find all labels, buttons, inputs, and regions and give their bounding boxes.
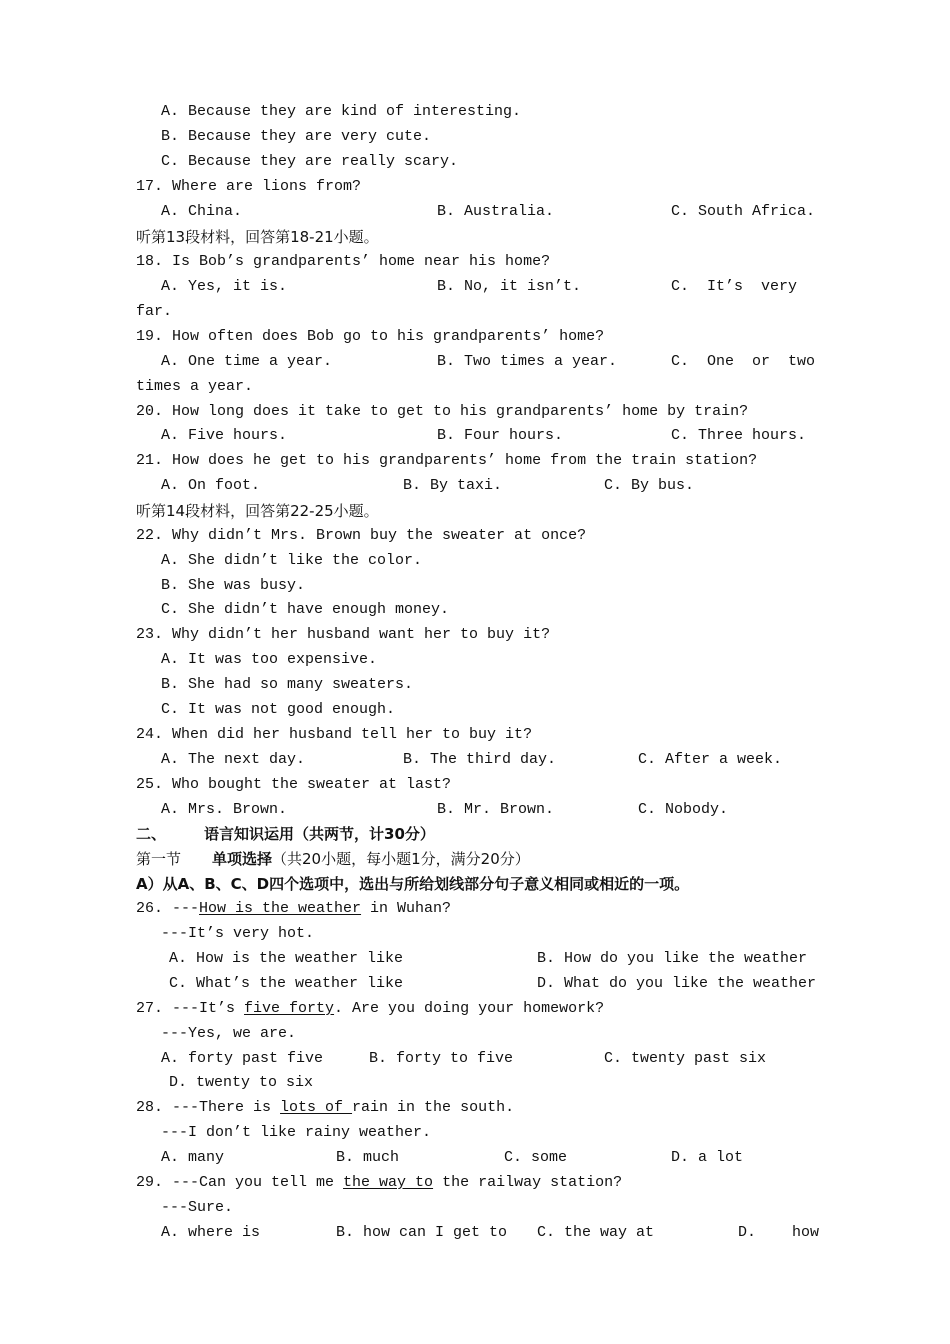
q26-option-d: D. What do you like the weather [537, 975, 817, 992]
q23-option-a: A. It was too expensive. [161, 651, 378, 668]
q29-rest: the railway station? [433, 1174, 623, 1191]
q25-stem: 25. Who bought the sweater at last? [136, 776, 452, 793]
q29-option-b: B. how can I get to [336, 1224, 508, 1241]
section-13-heading: 听第13段材料，回答第18-21小题。 [136, 228, 379, 246]
q25-option-a: A. Mrs. Brown. [161, 801, 288, 818]
q29-number: 29. ---Can you tell me [136, 1174, 344, 1191]
part-2-title: 语言知识运用（共两节，计30分） [204, 825, 435, 843]
q19-option-a: A. One time a year. [161, 353, 333, 370]
q28-underlined: lots of [280, 1099, 353, 1116]
q18-option-b: B. No, it isn’t. [437, 278, 582, 295]
q25-option-b: B. Mr. Brown. [437, 801, 555, 818]
q26-option-c: C. What’s the weather like [169, 975, 404, 992]
q28-number: 28. ---There is [136, 1099, 281, 1116]
q19-option-b: B. Two times a year. [437, 353, 618, 370]
q27-stem [136, 999, 604, 1019]
q26-number: 26. --- [136, 900, 200, 917]
q18-option-c: C. It’s very [671, 278, 798, 295]
q21-option-b: B. By taxi. [403, 477, 503, 494]
q23-stem: 23. Why didn’t her husband want her to buy it? [136, 626, 551, 643]
part-2-number: 二、 [136, 825, 167, 843]
q28-option-c: C. some [504, 1149, 568, 1166]
q26-reply: ---It’s very hot. [161, 925, 315, 942]
q28-option-d: D. a lot [671, 1149, 744, 1166]
q22-option-c: C. She didn’t have enough money. [161, 601, 450, 618]
instruction-a [136, 874, 689, 894]
section-1-heading [212, 849, 530, 869]
q20-option-b: B. Four hours. [437, 427, 564, 444]
q17-option-c: C. South Africa. [671, 203, 816, 220]
section-1-detail: （共20小题，每小题1分，满分20分） [272, 850, 530, 868]
instruction-a-text: 从A、B、C、D四个选项中，选出与所给划线部分句子意义相同或相近的一项。 [162, 875, 690, 893]
q23-option-b: B. She had so many sweaters. [161, 676, 414, 693]
q27-option-c: C. twenty past six [604, 1050, 767, 1067]
q26-option-b: B. How do you like the weather [537, 950, 808, 967]
q22-option-b: B. She was busy. [161, 577, 306, 594]
q29-underlined: the way to [343, 1174, 434, 1191]
q18-option-a: A. Yes, it is. [161, 278, 288, 295]
q21-option-c: C. By bus. [604, 477, 695, 494]
q16-option-b: B. Because they are very cute. [161, 128, 432, 145]
section-14-heading: 听第14段材料，回答第22-25小题。 [136, 502, 379, 520]
q28-reply: ---I don’t like rainy weather. [161, 1124, 432, 1141]
q29-option-c: C. the way at [537, 1224, 655, 1241]
q20-option-c: C. Three hours. [671, 427, 807, 444]
q20-option-a: A. Five hours. [161, 427, 288, 444]
q26-underlined: How is the weather [199, 900, 362, 917]
q23-option-c: C. It was not good enough. [161, 701, 396, 718]
q21-stem: 21. How does he get to his grandparents’ home from the train station? [136, 452, 758, 469]
q24-option-b: B. The third day. [403, 751, 557, 768]
q26-option-a: A. How is the weather like [169, 950, 404, 967]
q28-rest: rain in the south. [352, 1099, 515, 1116]
q24-stem: 24. When did her husband tell her to buy it? [136, 726, 533, 743]
q29-option-d: D. how [738, 1224, 820, 1241]
q24-option-c: C. After a week. [638, 751, 783, 768]
q28-option-a: A. many [161, 1149, 225, 1166]
q17-option-b: B. Australia. [437, 203, 555, 220]
q29-stem [136, 1173, 622, 1193]
q26-stem [136, 899, 451, 919]
q17-option-a: A. China. [161, 203, 243, 220]
q20-stem: 20. How long does it take to get to his grandparents’ home by train? [136, 403, 749, 420]
q26-rest: in Wuhan? [361, 900, 452, 917]
q28-option-b: B. much [336, 1149, 400, 1166]
q17-stem: 17. Where are lions from? [136, 178, 362, 195]
instruction-a-label: A） [136, 875, 163, 893]
q27-underlined: five forty [244, 1000, 335, 1017]
q27-rest: . Are you doing your homework? [334, 1000, 605, 1017]
q24-option-a: A. The next day. [161, 751, 306, 768]
q25-option-c: C. Nobody. [638, 801, 729, 818]
q19-stem: 19. How often does Bob go to his grandparents’ home? [136, 328, 605, 345]
section-1-label: 第一节 [136, 850, 182, 868]
q22-option-a: A. She didn’t like the color. [161, 552, 423, 569]
q27-reply: ---Yes, we are. [161, 1025, 297, 1042]
q16-option-a: A. Because they are kind of interesting. [161, 103, 522, 120]
q27-option-d: D. twenty to six [169, 1074, 314, 1091]
q18-stem: 18. Is Bob’s grandparents’ home near his home? [136, 253, 551, 270]
section-1-title: 单项选择 [212, 850, 273, 868]
q18-option-c-cont: far. [136, 303, 173, 320]
q22-stem: 22. Why didn’t Mrs. Brown buy the sweater at once? [136, 527, 587, 544]
q27-number: 27. ---It’s [136, 1000, 245, 1017]
q27-option-a: A. forty past five [161, 1050, 324, 1067]
q27-option-b: B. forty to five [369, 1050, 514, 1067]
q16-option-c: C. Because they are really scary. [161, 153, 459, 170]
q19-option-c-cont: times a year. [136, 378, 254, 395]
q19-option-c: C. One or two [671, 353, 816, 370]
q28-stem [136, 1098, 514, 1118]
q21-option-a: A. On foot. [161, 477, 261, 494]
q29-option-a: A. where is [161, 1224, 261, 1241]
q29-reply: ---Sure. [161, 1199, 234, 1216]
